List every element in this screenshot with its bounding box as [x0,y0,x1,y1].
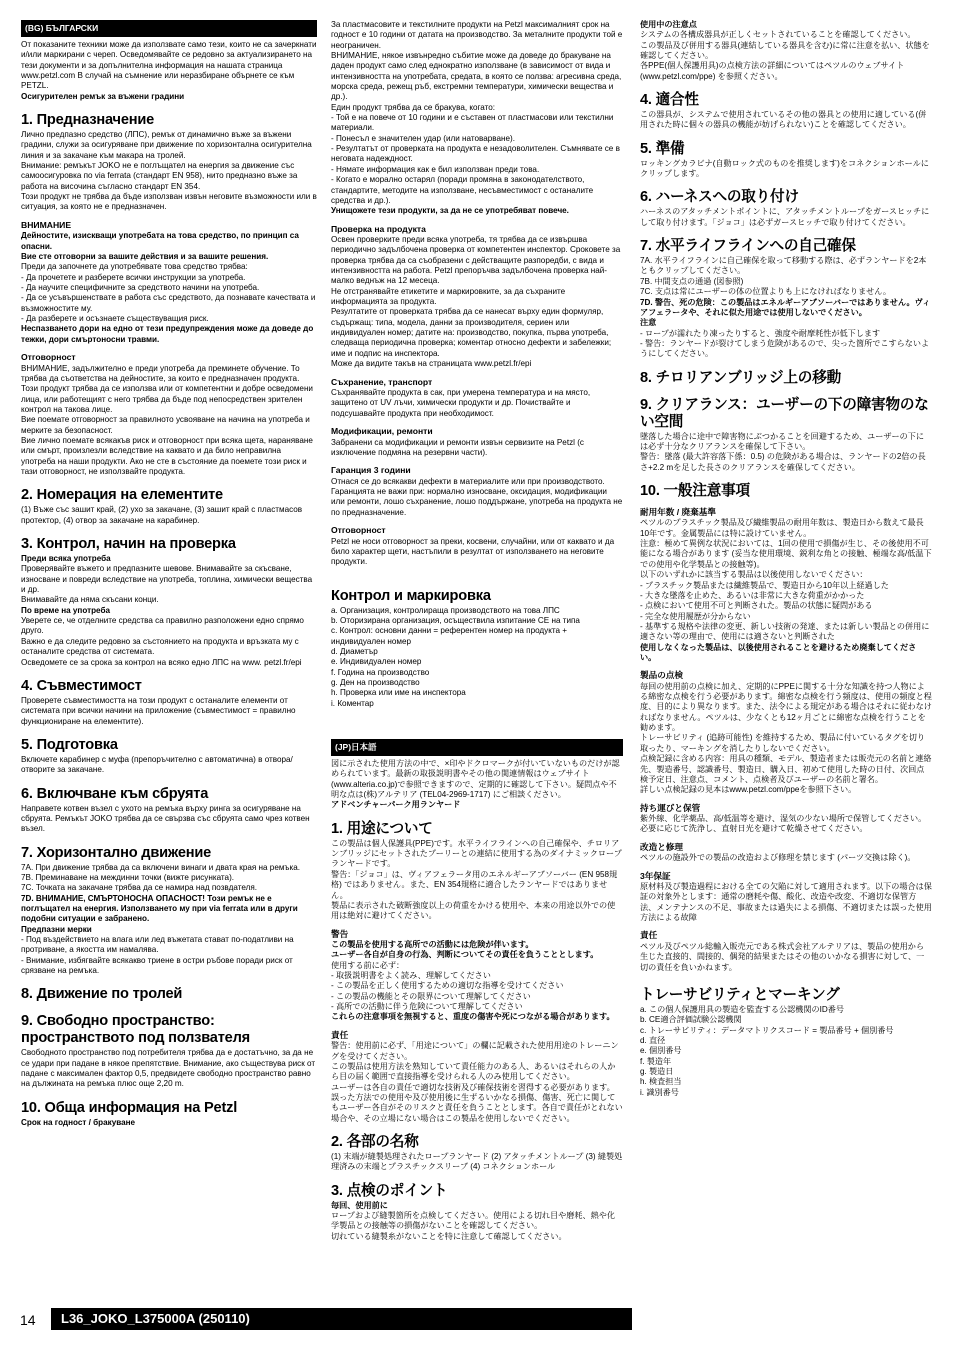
jp-guarantee-title: 3年保証 [640,870,671,881]
bg-warning-text: Преди да започнете да употребявате това средство трябва: - Да прочетете и разберете всички инструкции за употреба. - Да научите специфичните за средството начини на употреба. - Да се усъвършенствате в работа със средството, да познавате качествата и възможностите му. - Да разберете и осъзнаете съществуващия риск. [21,262,316,324]
bg-section-6-title: 6. Включване към сбруята [21,785,209,802]
bg-marking-title: Контрол и маркировка [331,587,491,604]
bg-section-1-text: Лично предпазно средство (ЛПС), ремък от динамично въже за въжени градини, служи за осигуряване при движение по хоризонтална осигурителна линия и за закачане към макара на тролей. Внимание: ремъкът JOKO не е поглъщател на енергия за движение със самоосигуровка по via ferrata (стандарт EN 958), нито предназно въже за работа на височина съгласно стандарт EN 354. Този продукт не трябва да бъде използван извън неговите възможности или в ситуация, за която не е предназначен. [21,130,317,212]
jp-section-2-title: 2. 各部の名称 [331,1134,419,1151]
jp-lifetime-title: 耐用年数 / 廃棄基準 [640,506,716,517]
jp-warning-bold-1: この製品を使用する高所での活動には危険が伴います。 [331,940,534,950]
bg-responsibility-title: Отговорност [21,352,76,363]
bg-storage-title: Съхранение, транспорт [331,376,433,387]
jp-section-2-text: (1) 末端が縫製処理されたロープランヤード (2) アタッチメントループ (3) 縫製処理済みの末端とプラスチックスリーブ (4) コネクションホール [331,1152,623,1172]
bg-storage-text: Съхранявайте продукта в сак, при умерена температура и на място, защитено от UV лъчи, химически продукти и др. Почиствайте и подсушавайте продукта при необходимост. [331,388,591,418]
language-label-jp: (JP)日本語 [331,739,623,756]
jp-warning-bold-3: これらの注意事項を無視すると、重度の傷害や死につながる場合があります。 [331,1012,615,1022]
page-number: 14 [20,1312,36,1328]
bg-section-9-title: 9. Свободно пространство: пространството под ползвателя [21,1013,250,1047]
bg-section-8-title: 8. Движение по тролей [21,986,183,1003]
column-bulgarian [21,20,317,1128]
jp-section-7-bold-1: 7D. 警告、死の危険：この製品はエネルギーアブソーバーではありません。ヴィアフェラータや、それに似た用途では使用しないでください。 [640,297,931,317]
document-code-bar: L36_JOKO_L375000A (250110) [51,1308,632,1330]
bg-warning-bold-2: Вие сте отговорни за вашите действия и за вашите решения. [21,252,269,261]
bg-responsibility-text: ВНИМАНИЕ, задължително е преди употреба да преминете обучение. То трябва да съответства на дейностите, за които е предназначен продукта. Този продукт трябва да се използва или от компетентни и добре осведомени лица, или работещият с него трябва да бъде под непосредствен зрителен контрол на такова лице. Вие поемате отговорност за правилното усвояване на начина на употреба и мерките за безопасност. Вие лично поемате всякакъв риск и отговорност при всяка щета, нараняване или смърт, произлезли вследствие на каквато и да било неправилна употреба на наши продукти. Ако не сте в състояние да поемете този риск и тази отговорност, не използвайте продукта. [21,363,313,477]
bg-section-4-title: 4. Съвместимост [21,677,142,694]
jp-section-9-text: 墜落した場合に途中で障害物にぶつかることを回避するため、ユーザーの下には必ず十分なクリアランスを確保して下さい。 警告：墜落 (最大許容落下係：0.5) の危険がある場合は、ランヤードの2倍の長さ+2.2 mを足した長さのクリアランスを確保してください。 [640,431,926,472]
bg-marking-text: a. Организация, контролираща производството на това ЛПС b. Оторизирана организация, осъществила изпитание CE на типа c. Контрол: основни данни = референтен номер на продукта + индивидуален номер d. Диаметър e. Индивидуален номер f. Година на производство g. Ден на производство h. Проверка или име на инспектора i. Коментар [331,605,580,708]
bg-section-5-title: 5. Подготовка [21,736,118,753]
jp-section-1-text: この製品は個人保護具(PPE)です。水平ライフラインへの自己確保や、チロリアンブリッジにセットされたプーリーとの連結に使用する為のダイナミックロープランヤードです。 警告：「ジョコ」は、ヴィアフェラータ用のエネルギーアブソーバー (EN 958規格) ではありません。また、EN 354規格に適合したランヤードではありません。 製品に表示された破断強度以上の荷重をかける使用や、本来の用途以外での使用は絶対に避けてください。 [331,838,622,921]
jp-during-use-text: システムの各構成器具が正しくセットされていることを確認してください。 この製品及び併用する器具(連結している器具を含む)に常に注意を払い、状態を確認してください。 各PPE(個人保護用具)の点検方法の詳細についてはペツルのウェブサイト (www.petzl.com/ppe) を参照ください。 [640,30,930,81]
bg-section-7-bold-1: 7D. ВНИМАНИЕ, СМЪРТОНОСНА ОПАСНОСТ! Този ремък не е поглъщател на енергия. Използването му при via ferrata или в други подобни ситуации е забранено. [21,893,298,924]
bg-section-7-text-2: - Под въздействието на влага или лед въжетата стават по-податливи на протриване, а якостта им намалява. - Внимание, избягвайте всякакво триене в остри ръбове поради риск от срязване на ремъка. [21,935,294,976]
jp-section-3-text-1: ロープおよび縫製箇所を点検してください。使用による切れ目や磨耗、熱や化学製品との接触等の損傷がないことを確認してください。 切れている縫製糸がないことを特に注意して確認してください。 [331,1211,615,1241]
column-middle [331,20,623,1242]
jp-lifetime-bold: 使用しなくなった製品は、以後使用されることを避けるため廃棄してください。 [640,642,917,662]
bg-section-7-bold-2: Предпазни мерки [21,924,92,934]
bg-lifetime-text: За пластмасовите и текстилните продукти на Petzl максималният срок на годност е 10 години от датата на производство. За металните продукти той е неограничен. ВНИМАНИЕ, някое извънредно събитие може да доведе до бракуване на даден продукт само след еднократно използване (в зависимост от вида и интензивността на употребата, средата, в която се ползва: агресивна среда, морска среда, режещ ръб, екстремни температури, химически вещества и др.). Един продукт трябва да се бракува, когато: - Той е на повече от 10 години и е съставен от пластмасови или текстилни материали. - Понесъл е значителен удар (или натоварване). - Резултатът от проверката на продукта е незадоволителен. Съмнявате се в неговата надеждност. - Нямате информация как е бил използван преди това. - Когато е морално остарял (поради промяна в законодателството, стандартите, методите на използване, несъвместимост с останалите средства и др.). [331,20,623,205]
jp-section-8-title: 8. チロリアンブリッジ上の移動 [640,369,841,386]
bg-section-6-text: Направете котвен възел с ухото на ремъка върху ринга за осигуряване на сбруята. Ремъкът JOKO трябва да се свързва със сбруята само чрез котвен възел. [21,803,310,834]
jp-liability-text: ペツル及びペツル総輸入販売元である株式会社アルテリアは、製品の使用から生じた直接的、間接的、偶発的結果またはその他のいかなる損害に対して、一切の責任を負いかねます。 [640,941,925,972]
bg-section-1-title: 1. Предназначение [21,112,155,129]
bg-section-3-text-2: Уверете се, че отделните средства са правилно разположени едно спрямо друго. Важно е да следите редовно за състоянието на продукта и връзката му с останалите средства от системата. Осведомете се за срока за контрол на всяко едно ЛПС на www. petzl.fr/epi [21,616,304,667]
jp-marking-title: トレーサビリティとマーキング [640,986,840,1003]
jp-during-use-title: 使用中の注意点 [640,20,697,29]
jp-section-6-title: 6. ハーネスへの取り付け [640,189,799,206]
bg-check-title: Проверка на продукта [331,223,426,234]
jp-responsibility-title: 責任 [331,1029,349,1040]
bg-section-2-title: 2. Номерация на елементите [21,487,223,504]
jp-section-10-title: 10. 一般注意事項 [640,482,750,499]
jp-section-3-title: 3. 点検のポイント [331,1182,448,1199]
bg-guarantee-title: Гаранция 3 години [331,465,411,476]
bg-check-text: Освен проверките преди всяка употреба, тя трябва да се извършва периодично задълбочена проверка от компетентен инспектор. Сроковете за проверка трябва да са съобразени с действащите разпоредби, с вида и интензивността на работа. Petzl препоръчва задълбочена проверка най-малко веднъж на 12 месеца. Не отстранявайте етикетите и маркировките, за да съхраните информацията за продукта. Резултатите от проверката трябва да се нанесат върху един формуляр, съдържащ: типа, модела, данни за производителя, сериен или индивидуален номер; датите на: производство, покупка, първа употреба, следваща периодична проверка; коментар относно дефекти и забележки; име и подпис на инспектора. Може да видите такъв на страницата www.petzl.fr/epi [331,235,621,369]
language-label-bg: (BG) БЪЛГАРСКИ [21,20,317,37]
bg-section-3-sub-1: Преди всяка употреба [21,554,111,564]
bg-section-9-text: Свободното пространство под потребителя трябва да е достатъчно, за да не се удари при падане в някое препятствие. Внимание, ако съществува риск от падане с максимален фактор 0,5, предвидете свободно пространство равно на дължината на ремъка плюс още 2,20 m. [21,1048,316,1089]
jp-section-7-text-1: 7A. 水平ライフラインに自己確保を取って移動する際は、必ずランヤードを2本ともクリップしてください。 7B. 中間支点の通過 (図参照) 7C. 支点は常にユーザーの体の位置よりも上になければなりません。 [640,256,927,297]
jp-storage-title: 持ち運びと保管 [640,802,701,813]
jp-section-1-title: 1. 用途について [331,820,433,837]
bg-warning-bold-3: Неспазването дори на едно от тези предупреждения може да доведе до тежки, дори смъртоносни травми. [21,324,314,344]
bg-section-3-sub-2: По време на употреба [21,605,110,615]
jp-section-5-text: ロッキングカラビナ(自動ロック式のものを推奨します)をコネクションホールにクリップします。 [640,158,929,179]
bg-modifications-title: Модификации, ремонти [331,426,433,437]
bg-section-5-text: Включете карабинер с муфа (препоръчително с автоматична) в отвора/отворите за закачане. [21,754,293,775]
bg-section-4-text: Проверете съвместимостта на този продукт с останалите елементи от системата при всички начини на приложение (съвместимост = правилно функциониране на елементите). [21,695,296,726]
jp-guarantee-text: 原材料及び製造過程における全ての欠陥に対して適用されます。以下の場合は保証の対象外とします：通常の磨耗や傷、酸化、改造や改変、不適切な保管方法、メンテナンスの不足、事故または過失による損傷、不適切または誤った使用方法による故障 [640,882,932,923]
bg-liability-text: Petzl не носи отговорност за преки, косвени, случайни, или от каквато и да било характер щети, настъпили в резултат от използването на неговите продукти. [331,536,615,567]
jp-responsibility-text: 警告：使用前に必ず、「用途について」の欄に記載された使用用途のトレーニングを受けてください。 この製品は使用方法を熟知していて責任能力のある人、あるいはそれらの人から目の届く範囲で直接指導を受けられる人のみ使用してください。 ユーザーは各自の責任で適切な技術及び確保技術を習得する必要があります。 誤った方法での使用や及び使用後に生ずるいかなる損傷、傷害、死亡に関してもユーザー各自がそのリスクと責任を負うこととします。各自で責任がとれない場合や、その立場にない場合はこの製品を使用しないでください。 [331,1041,623,1123]
bg-guarantee-text: Отнася се до всякакви дефекти в материалите или при производството. Гаранцията не важи при: нормално износване, оксидация, модификации или ремонти, лошо съхранение, лошо поддържане, употреба на продукта не по предназначение. [331,476,623,517]
bg-warning-bold-1: Дейностите, изискващи употребата на това средство, по принцип са опасни. [21,231,299,251]
jp-section-7-bold-2: 注意 [640,318,657,328]
jp-liability-title: 責任 [640,930,658,941]
jp-inspection-text: 毎回の使用前の点検に加え、定期的にPPEに関する十分な知識を持つ人物による綿密な点検を行う必要があります。綿密な点検を行う頻度は、使用の頻度と程度、目的により異なります。また、法令による規定がある場合はそれに従わなければなりません。ペツルは、少なくとも12ヶ月ごとに綿密な点検を行うことを勧めます。 トレーサビリティ (追跡可能性) を維持するため、製品に付いているタグを切り取ったり、マーキングを消したりしないでください。 点検記録に含める内容：用具の種類、モデル、製造者または販売元の名前と連絡先、製造番号、認識番号、製造日、購入日、初めて使用した時の日付、次回点検予定日、注意点、コメント、点検者及びユーザーの名前と署名。 詳しい点検記録の見本はwww.petzl.com/ppeを参照下さい。 [640,681,932,795]
bg-section-3-title: 3. Контрол, начин на проверка [21,536,236,553]
bg-intro: От показаните техники може да използвате само тези, които не са зачеркнати и/или маркирани с череп. Осведомявайте се редовно за актуализирането на тези документи и за допълнителна информация на нашата страница www.petzl.com В случай на съмнение или неразбиране обърнете се към PETZL. [21,40,317,91]
bg-intro-bold: Осигурителен ремък за въжени градини [21,91,185,101]
jp-section-9-title: 9. クリアランス：ユーザーの下の障害物のない空間 [640,396,929,430]
bg-section-10-subtitle: Срок на годност / бракуване [21,1117,136,1127]
bg-section-3-text-1: Проверявайте въжето и предпазните шевове. Внимавайте за скъсване, износване и повреди вследствие на употреба, топлина, химически вещества и др. Внимавайте да няма скъсани конци. [21,564,313,605]
jp-intro-bold: アドベンチャーパーク用ランヤード [331,800,461,810]
jp-section-7-title: 7. 水平ライフラインへの自己確保 [640,238,856,255]
jp-warning-text: 使用する前に必ず： - 取扱説明書をよく読み、理解してください - この製品を正しく使用するための適切な指導を受けてください - この製品の機能とその限界について理解してください - 高所での活動に伴う危険について理解してください [331,960,564,1012]
jp-section-6-text: ハーネスのアタッチメントポイントに、アタッチメントループをガースヒッチにして取り付けます。「ジョコ」は必ずガースヒッチで取り付けてください。 [640,207,930,227]
bg-section-10-title: 10. Обща информация на Petzl [21,1099,238,1116]
jp-section-7-text-2: - ロープが濡れたり凍ったりすると、強度や耐摩耗性が低下します - 警告：ランヤードが裂けてしまう危険があるので、尖った箇所でこすらないようにしてください。 [640,328,930,359]
bg-section-7-text-1: 7А. При движение трябва да са включени винаги и двата края на ремъка. 7В. Преминаване на междинни точки (вижте рисунката). 7С. Точката на закачане трябва да се намира над позвдателя. [21,862,301,893]
jp-modifications-text: ペツルの施設外での製品の改造および修理を禁じます (パーツ交換は除く)。 [640,853,916,863]
jp-marking-text: a. この個人保護用具の製造を監査する公認機関のID番号 b. CE適合評価試験公認機関 c. トレーサビリティ：データマトリクスコード = 製品番号 + 個別番号 d. 直径 e. 個別番号 f. 製造年 g. 製造日 h. 検査担当 i. 識別番号 [640,1004,894,1097]
jp-inspection-title: 製品の点検 [640,670,683,681]
jp-warning-bold-2: ユーザー各自が自身の行為、判断についてその責任を負うこととします。 [331,950,599,960]
jp-modifications-title: 改造と修理 [640,841,683,852]
bg-lifetime-bold: Унищожете тези продукти, за да не се употребяват повече. [331,206,569,216]
jp-section-4-title: 4. 適合性 [640,92,699,109]
jp-section-3-sub-1: 毎回、使用前に [331,1200,388,1210]
jp-lifetime-text: ペツルのプラスチック製品及び繊維製品の耐用年数は、製造日から数えて最長10年です。金属製品には特に設けていません。 注意：極めて異例な状況においては、1回の使用で損傷が生じ、その後使用不可能になる場合があります (妥当な使用環境、鋭利な角との接触、極端な高/低温下での使用や化学製品との接触等)。 以下のいずれかに該当する製品は以後使用しないでください： - プラスチック製品または繊維製品で、製造日から10年以上経過した - 大きな墜落を止めた、あるいは非常に大きな荷重がかかった - 点検において使用不可と判断された。製品の状態に疑問がある - 完全な使用履歴が分からない - 基準する規格や法律の変更、新しい技術の発達、または新しい製品との併用に適さない等の理由で、使用には適さないと判断された [640,518,932,642]
jp-storage-text: 紫外線、化学薬品、高/低温等を避け、湿気の少ない場所で保管してください。必要に応じて洗浄し、直射日光を避けて乾燥させてください。 [640,814,927,834]
bg-warning-title: ВНИМАНИЕ [21,219,72,230]
jp-warning-title: 警告 [331,928,349,939]
bg-section-7-title: 7. Хоризонтално движение [21,844,212,861]
jp-section-4-text: この器具が、システムで使用されているその他の器具との使用に適している(併用された時に個々の器具の機能が妨げられない)ことを確認してください。 [640,110,927,130]
bg-section-2-text: (1) Въже със зашит край, (2) ухо за закачане, (3) зашит край с пластмасов протектор, (4) отвор за закачане на карабинер. [21,505,303,525]
bg-modifications-text: Забранени са модификации и ремонти извън сервизите на Petzl (с изключение подмяна на резервни части). [331,437,584,457]
column-japanese [640,20,932,1098]
jp-intro: 図に示された使用方法の中で、×印やドクロマークが付いていないものだけが認められています。最新の取扱説明書やその他の関連情報はウェブサイト(www.alteria.co.jp)で参照できますので、定期的に確認して下さい。疑問点や不明な点は(株)アルテリア (TEL04-2969-1717) にご相談ください。 [331,759,620,800]
bg-liability-title: Отговорност [331,525,386,536]
jp-section-5-title: 5. 準備 [640,140,685,157]
